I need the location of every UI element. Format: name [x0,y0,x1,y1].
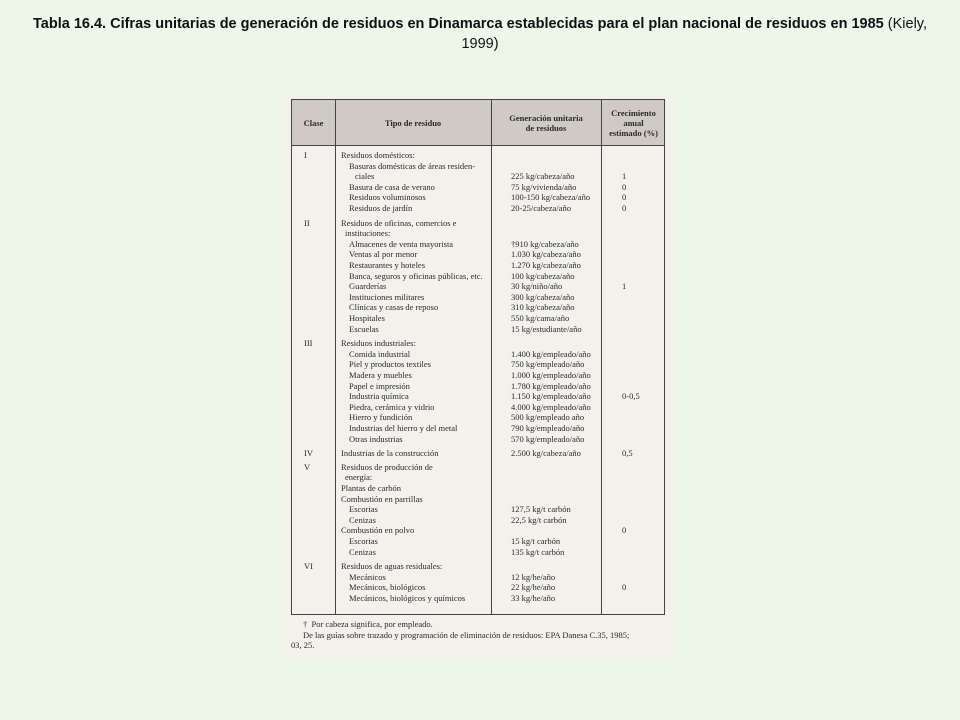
table-cell-gen: 500 kg/empleado año [511,412,585,423]
table-cell-tipo: Instituciones militares [349,291,425,302]
header-cell: Clase [303,117,324,128]
table-cell-gen: 30 kg/niño/año [511,281,563,292]
table-cell-crec: 1 [622,171,627,182]
table-cell-gen: 570 kg/empleado/año [511,433,585,444]
table-cell-tipo: Residuos de aguas residuales: [341,561,443,572]
table-cell-gen: 100-150 kg/cabeza/año [511,192,591,203]
table-cell-gen: 33 kg/he/año [511,593,556,603]
table-cell-clase: VI [304,561,313,572]
column-divider [335,100,336,614]
table-cell-tipo: Piedra, cerámica y vidrio [349,401,435,412]
table-cell-tipo: Residuos domésticos: [341,150,415,160]
table-cell-tipo: Residuos de producción de [341,461,433,472]
header-cell: Crecimiento anual estimado (%) [609,107,658,138]
table-cell-gen: 550 kg/cama/año [511,313,570,323]
table-cell-tipo: ciales [355,171,375,182]
table-cell-gen: 100 kg/cabeza/año [511,270,575,281]
table-cell-tipo: Industria química [349,391,409,402]
table-cell-gen: 1.400 kg/empleado/año [511,348,591,359]
table-cell-gen: 300 kg/cabeza/año [511,291,575,302]
table-cell-tipo: Basura de casa de verano [349,181,435,192]
table-cell-tipo: Residuos industriales: [341,338,416,349]
table-cell-tipo: Hospitales [349,313,385,323]
table-cell-tipo: Madera y muebles [349,370,412,380]
table-cell-tipo: Mecánicos, biológicos [349,582,426,593]
column-divider [491,100,492,614]
table-cell-clase: III [304,338,313,349]
slide-title [20,14,940,54]
waste-table [291,99,665,615]
table-cell-tipo: Ventas al por menor [349,249,418,260]
table-cell-gen: 135 kg/t carbón [511,546,565,557]
table-cell-gen: 790 kg/empleado/año [511,423,585,433]
table-cell-tipo: Escuelas [349,323,379,334]
table-cell-gen: 1.780 kg/empleado/año [511,380,591,391]
table-cell-tipo: Mecánicos, biológicos y químicos [349,593,466,603]
table-cell-gen: 22 kg/he/año [511,582,556,593]
table-cell-tipo: Residuos de jardín [349,203,413,213]
column-divider [601,100,602,614]
table-cell-tipo: Clínicas y casas de reposo [349,302,439,313]
table-cell-gen: 127,5 kg/t carbón [511,504,571,515]
table-cell-tipo: Escorias [349,504,378,515]
table-cell-crec: 0 [622,525,627,536]
table-cell-gen: 15 kg/estudiante/año [511,323,582,334]
table-cell-tipo: Residuos de oficinas, comercios e [341,217,457,228]
slide-title-bold: Tabla 16.4. Cifras unitarias de generación de residuos en Dinamarca establecidas para el plan nacional de residuos en 1985 [33,16,884,32]
table-cell-gen: 1.030 kg/cabeza/año [511,249,581,260]
header-cell: Generación unitaria de residuos [509,112,583,133]
table-footnotes [291,619,629,651]
table-cell-tipo: Cenizas [349,546,376,557]
table-cell-clase: I [304,150,307,160]
footnote-line: De las guías sobre trazado y programación de eliminación de residuos: EPA Danesa C.35, 1985; [303,629,630,640]
table-cell-crec: 0-0,5 [622,391,640,402]
table-cell-tipo: energía: [345,472,373,483]
table-cell-tipo: Basuras domésticas de áreas residen- [349,160,476,171]
table-cell-crec: 0 [622,582,627,593]
table-cell-gen: 75 kg/vivienda/año [511,181,577,192]
table-cell-gen: 225 kg/cabeza/año [511,171,575,182]
table-cell-gen: 22,5 kg/t carbón [511,514,567,525]
table-cell-tipo: instituciones: [345,228,391,239]
table-cell-crec: 0 [622,192,627,203]
scanned-table-image [283,95,676,660]
table-cell-tipo: Residuos voluminosos [349,192,426,203]
footnote-line: † Por cabeza significa, por empleado. [303,619,433,629]
table-cell-tipo: Almacenes de venta mayorista [349,238,454,249]
table-cell-gen: 1.150 kg/empleado/año [511,391,591,402]
table-cell-gen: 750 kg/empleado/año [511,359,585,370]
table-cell-tipo: Combustión en parrillas [341,493,423,504]
table-cell-tipo: Guarderías [349,281,387,292]
table-cell-crec: 0,5 [622,448,633,459]
table-cell-gen: 20-25/cabeza/año [511,203,571,213]
table-cell-clase: V [304,461,311,472]
table-cell-clase: IV [304,448,313,459]
table-cell-gen: 1.000 kg/empleado/año [511,370,591,380]
table-cell-tipo: Industrias del hierro y del metal [349,423,458,433]
table-cell-tipo: Papel e impresión [349,380,410,391]
table-cell-tipo: Industrias de la construcción [341,448,439,459]
table-cell-gen: 12 kg/he/año [511,571,556,582]
table-cell-gen: 15 kg/t carbón [511,536,561,546]
table-cell-clase: II [304,217,310,228]
table-cell-crec: 0 [622,203,627,213]
table-cell-gen: 310 kg/cabeza/año [511,302,575,313]
table-cell-tipo: Banca, seguros y oficinas públicas, etc. [349,270,483,281]
slide-title-citation: (Kiely, 1999) [461,16,927,52]
footnote-line: 03, 25. [291,640,315,650]
table-cell-gen: †910 kg/cabeza/año [511,238,579,249]
table-cell-gen: 2.500 kg/cabeza/año [511,448,581,459]
table-cell-tipo: Combustión en polvo [341,525,415,536]
header-cell: Tipo de residuo [384,117,442,128]
table-cell-tipo: Plantas de carbón [341,483,401,493]
table-cell-tipo: Comida industrial [349,348,411,359]
table-cell-tipo: Cenizas [349,514,376,525]
table-cell-gen: 1.270 kg/cabeza/año [511,260,581,270]
table-cell-tipo: Piel y productos textiles [349,359,431,370]
table-cell-tipo: Mecánicos [349,571,386,582]
table-cell-tipo: Otras industrias [349,433,403,444]
table-cell-crec: 1 [622,281,627,292]
table-cell-tipo: Restaurantes y hoteles [349,260,426,270]
table-cell-tipo: Hierro y fundición [349,412,413,423]
table-cell-crec: 0 [622,181,627,192]
table-cell-gen: 4.000 kg/empleado/año [511,401,591,412]
table-cell-tipo: Escorias [349,536,378,546]
